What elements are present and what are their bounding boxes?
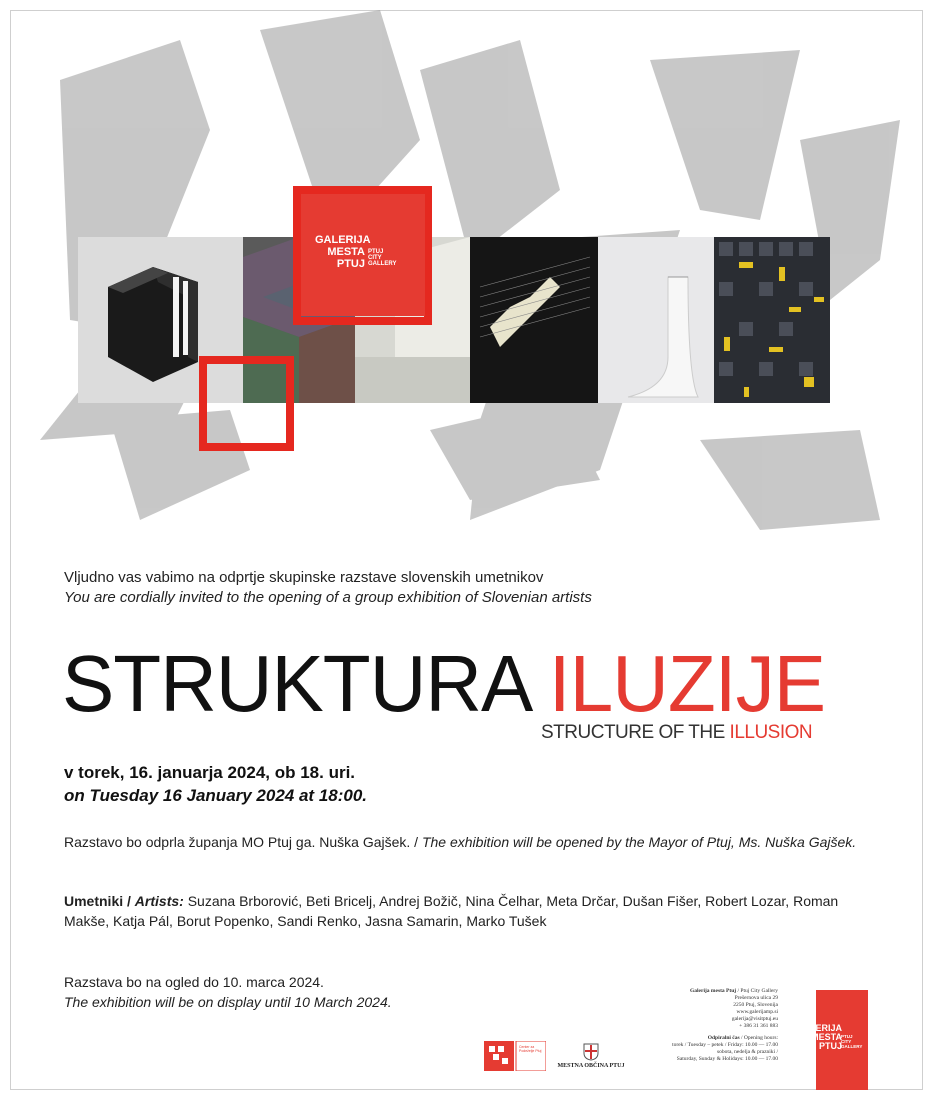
hours-weekend: Saturday, Sunday & Holidays: 10.00 — 17.00 <box>676 1056 778 1062</box>
artwork-wires <box>470 237 598 403</box>
invitation-text <box>64 568 592 608</box>
small-logo-name: GALERIJA MESTA PTUJ <box>796 1023 842 1051</box>
hours-weekend-label: sobota, nedelja & prazniki / <box>717 1049 778 1055</box>
artwork-grid <box>714 237 830 403</box>
cps-logo-text: Center za Podeželje Ptuj <box>519 1045 542 1053</box>
artists-list <box>64 891 864 931</box>
subtitle-part2: ILLUSION <box>729 722 813 743</box>
artists-names: Suzana Brborović, Beti Bricelj, Andrej Božič, Nina Čelhar, Meta Drčar, Dušan Fišer, Robert Lozar, Roman Makše, Katja Pál, Borut Popenko, Sandi Renko, Jasna Samarin, Marko Tušek <box>64 893 839 929</box>
small-logo-sub: PTUJ CITY GALLERY <box>841 1034 863 1049</box>
cps-logo <box>484 1041 546 1071</box>
hours-label-en: / Opening hours: <box>741 1035 778 1041</box>
invitation-si: Vljudno vas vabimo na odprtje skupinske razstave slovenskih umetnikov <box>64 569 544 586</box>
opening-date <box>64 761 367 807</box>
contact-name-en: / Ptuj City Gallery <box>737 988 778 994</box>
artists-label-si: Umetniki / <box>64 893 131 909</box>
contact-phone: + 386 31 361 883 <box>739 1023 778 1029</box>
exhibition-subtitle <box>541 722 812 744</box>
hours-label: Odpiralni čas <box>707 1035 740 1041</box>
coat-of-arms-icon <box>583 1043 599 1061</box>
gallery-logo-small <box>796 990 868 1090</box>
opening-date-en: on Tuesday 16 January 2024 at 18:00. <box>64 786 368 805</box>
display-period-en: The exhibition will be on display until 10 March 2024. <box>64 994 392 1010</box>
opening-speaker <box>64 832 874 852</box>
artists-label-en: Artists: <box>134 893 184 909</box>
opener-en: The exhibition will be opened by the Mayor of Ptuj, Ms. Nuška Gajšek. <box>421 834 857 850</box>
municipality-logo <box>557 1043 625 1077</box>
gallery-contact <box>660 988 778 1063</box>
contact-address-street: Prešernova ulica 29 <box>734 995 778 1001</box>
artwork-paper <box>598 237 714 403</box>
display-period <box>64 972 392 1012</box>
red-frame-bottom <box>199 356 294 451</box>
gallery-logo <box>301 194 425 316</box>
opener-si: Razstavo bo odprla županja MO Ptuj ga. Nuška Gajšek. / <box>64 834 419 850</box>
municipality-name: MESTNA OBČINA PTUJ <box>557 1063 625 1069</box>
gallery-logo-name: GALERIJA MESTA PTUJ <box>315 234 371 270</box>
contact-website[interactable]: www.galerijamp.si <box>736 1009 778 1015</box>
opening-date-si: v torek, 16. januarja 2024, ob 18. uri. <box>64 763 356 782</box>
contact-name: Galerija mesta Ptuj <box>690 988 737 994</box>
hours-weekdays: torek / Tuesday – petek / Friday: 10.00 — 17.00 <box>672 1042 778 1048</box>
contact-email[interactable]: galerija@visitptuj.eu <box>731 1016 778 1022</box>
subtitle-part1: STRUCTURE OF THE <box>541 722 725 743</box>
invitation-en: You are cordially invited to the opening of a group exhibition of Slovenian artists <box>64 589 592 606</box>
title-part2: ILUZIJE <box>548 639 826 728</box>
display-period-si: Razstava bo na ogled do 10. marca 2024. <box>64 974 324 990</box>
title-part1: STRUKTURA <box>62 639 528 728</box>
exhibition-title <box>62 638 825 730</box>
gallery-logo-sub: PTUJ CITY GALLERY <box>368 249 397 267</box>
artwork-strip <box>78 237 830 403</box>
contact-address-city: 2250 Ptuj, Slovenija <box>733 1002 778 1008</box>
